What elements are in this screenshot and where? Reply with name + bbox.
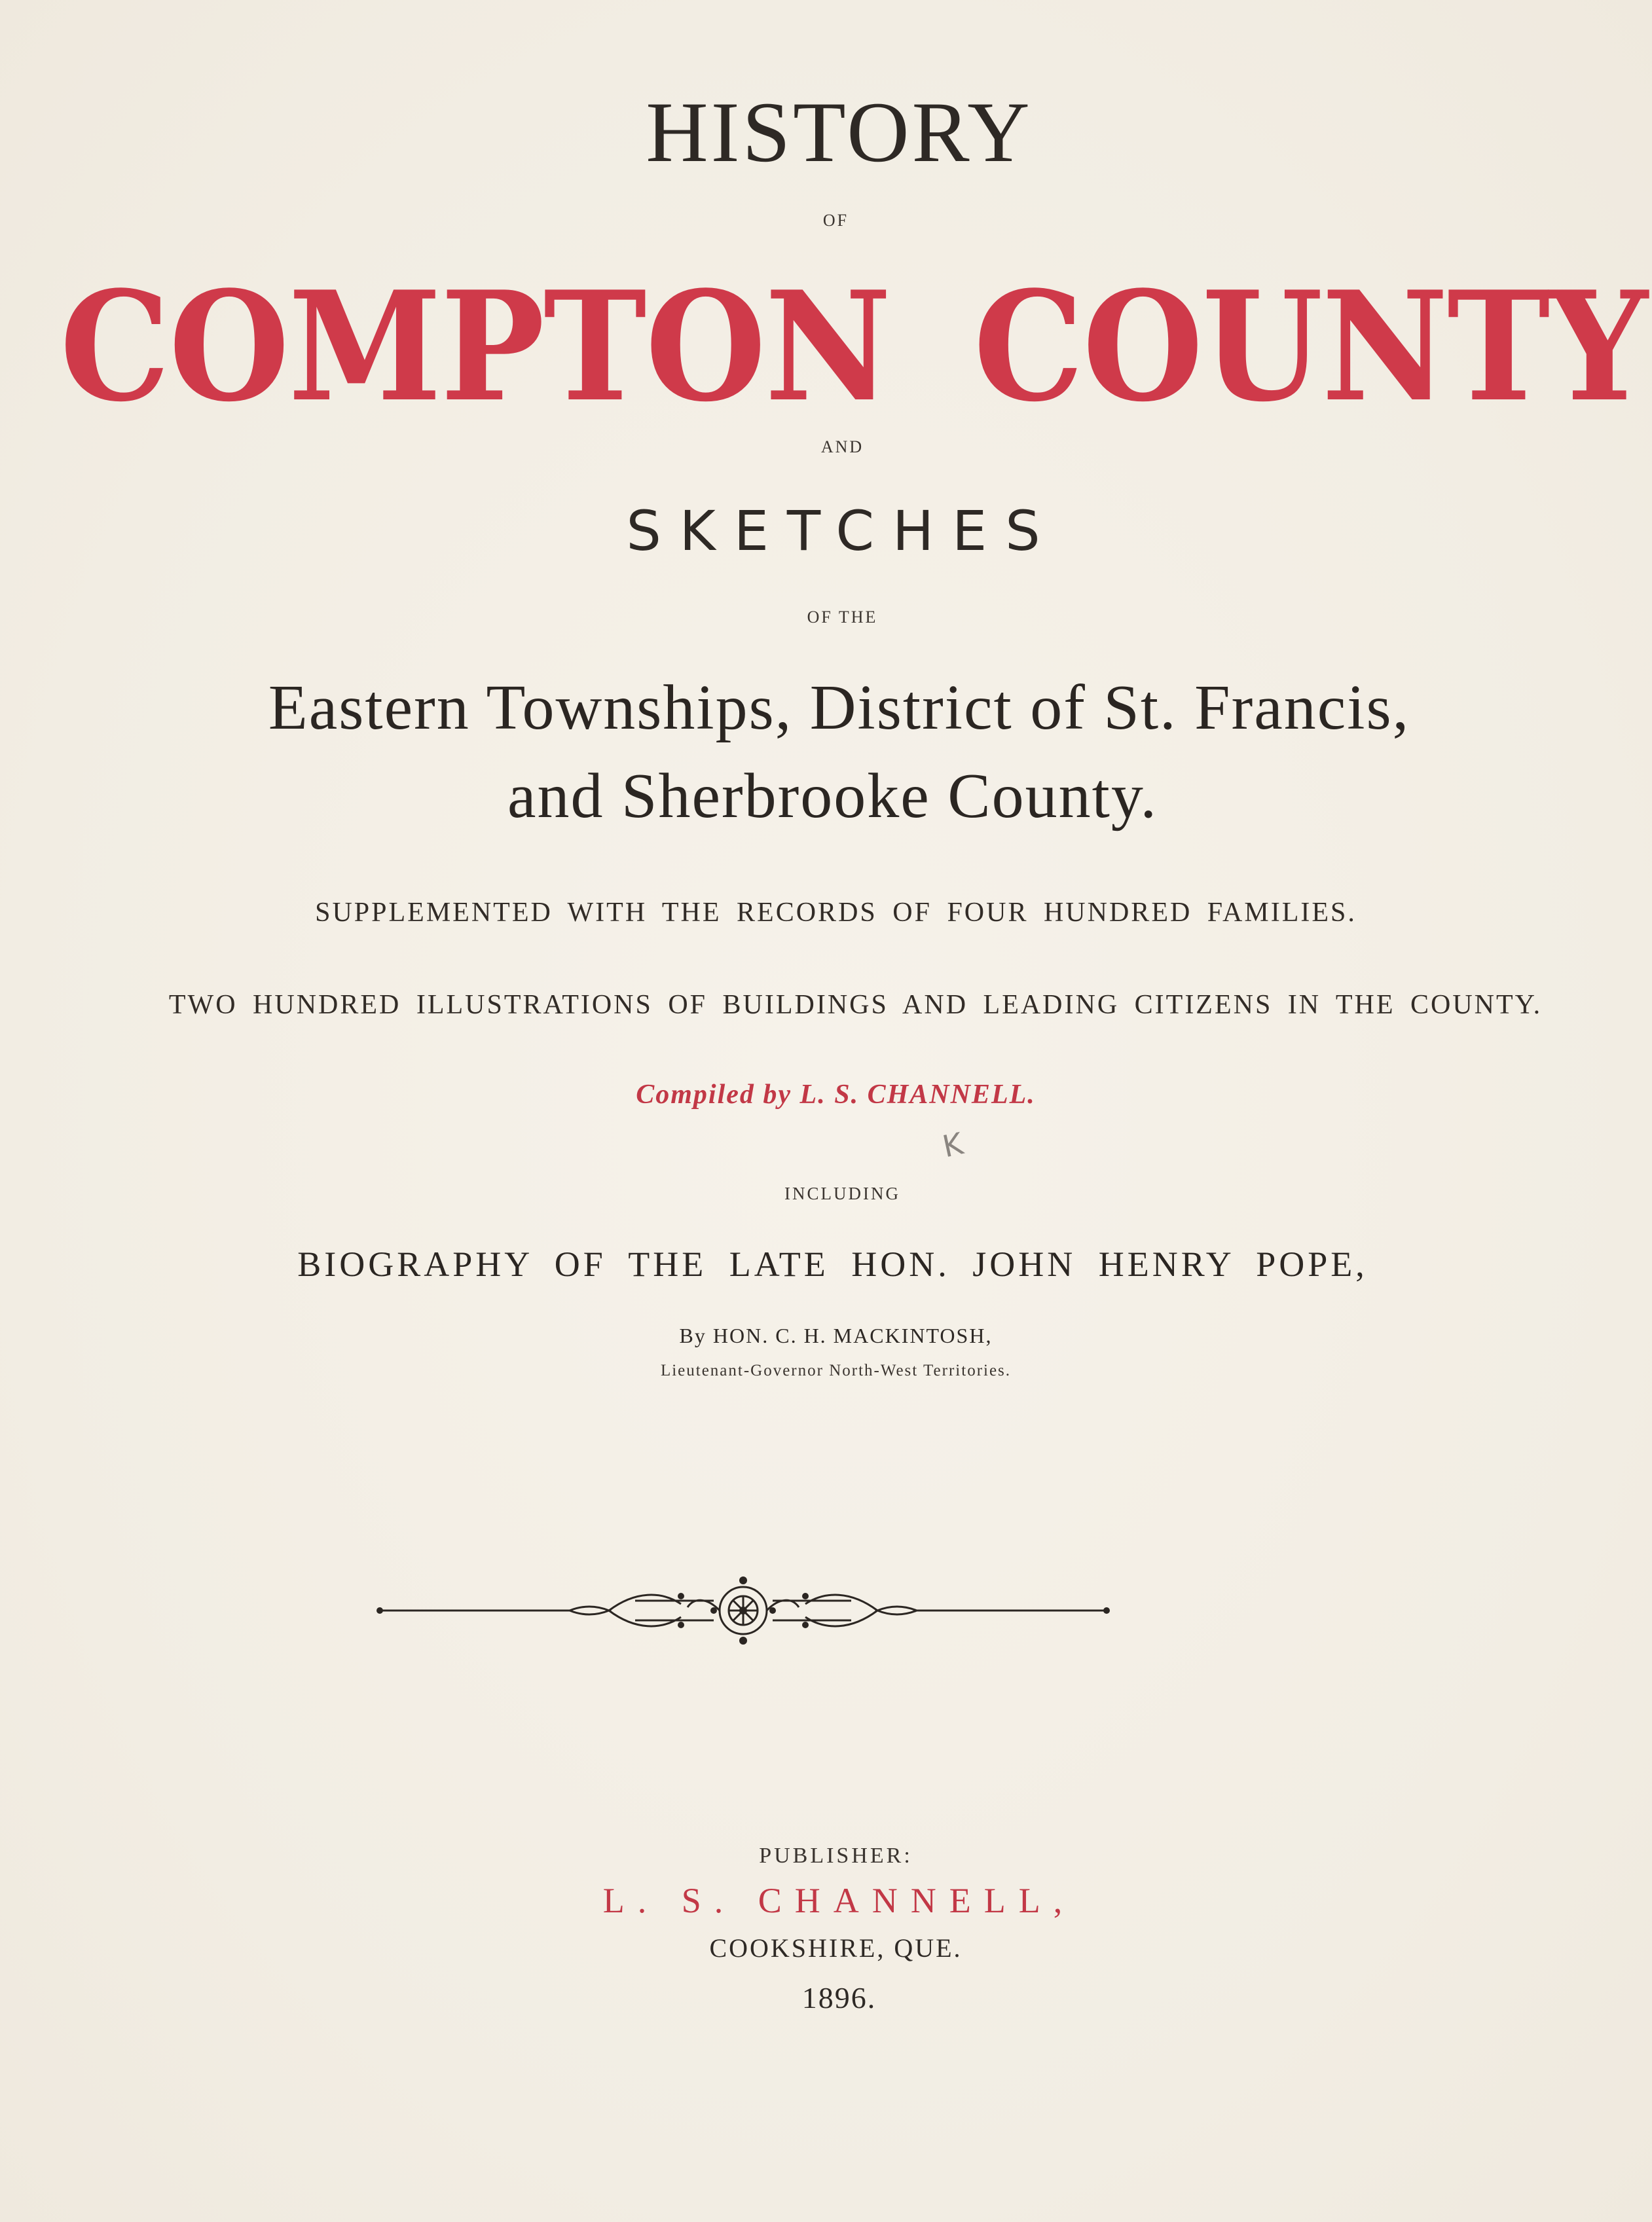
- ornament-divider-icon: [373, 1571, 1113, 1650]
- title-of-the: OF THE: [807, 608, 878, 627]
- supplemented-line: SUPPLEMENTED WITH THE RECORDS OF FOUR HUNDRED FAMILIES.: [315, 898, 1357, 928]
- biography-author-title: Lieutenant-Governor North-West Territories.: [660, 1362, 1012, 1379]
- including-label: INCLUDING: [784, 1184, 900, 1203]
- publisher-name: L. S. CHANNELL,: [602, 1881, 1076, 1920]
- biography-title: BIOGRAPHY OF THE LATE HON. JOHN HENRY POPE,: [297, 1245, 1368, 1284]
- illustrations-line: TWO HUNDRED ILLUSTRATIONS OF BUILDINGS AND LEADING CITIZENS IN THE COUNTY.: [168, 990, 1543, 1020]
- title-sketches: SKETCHES: [626, 499, 1059, 563]
- compiled-by-line: Compiled by L. S. CHANNELL.: [636, 1080, 1036, 1110]
- publisher-year: 1896.: [801, 1981, 877, 2014]
- title-county: COMPTON COUNTY: [60, 259, 1647, 435]
- publisher-place: COOKSHIRE, QUE.: [709, 1933, 963, 1963]
- title-and: AND: [820, 437, 864, 456]
- title-region-line1: Eastern Townships, District of St. Francis,: [268, 672, 1410, 743]
- handwritten-mark: K: [939, 1125, 966, 1165]
- biography-byline: By HON. C. H. MACKINTOSH,: [679, 1324, 993, 1347]
- title-region-line2: and Sherbrooke County.: [507, 761, 1158, 831]
- title-of: OF: [822, 211, 849, 230]
- publisher-label: PUBLISHER:: [759, 1844, 913, 1868]
- title-history: HISTORY: [646, 84, 1033, 180]
